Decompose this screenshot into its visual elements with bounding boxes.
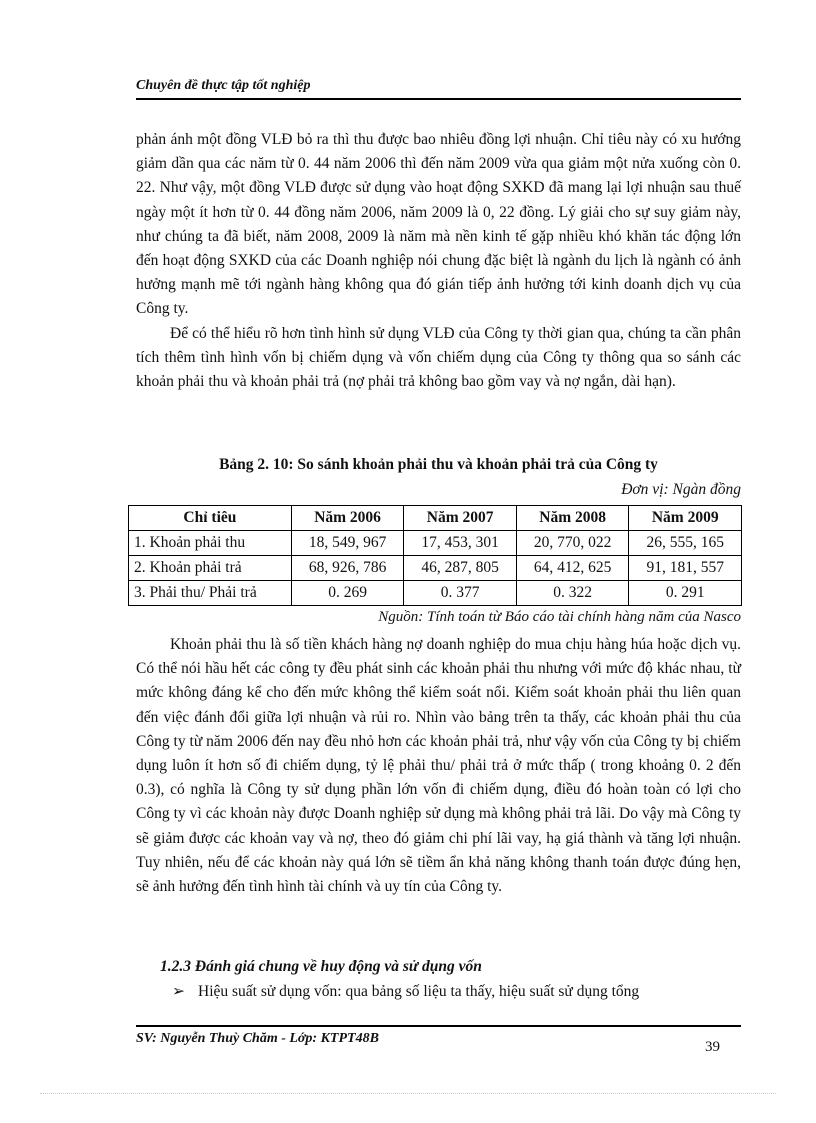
running-header: Chuyên đề thực tập tốt nghiệp xyxy=(136,78,311,93)
paragraph: phản ánh một đồng VLĐ bỏ ra thì thu được bao nhiêu đồng lợi nhuận. Chỉ tiêu này có xu hướng giảm dần qua các năm từ 0. 44 năm 2006 thì đến năm 2009 vừa qua giảm một nửa xuống còn 0. 22. Như vậy, một đồng VLĐ được sử dụng vào hoạt động SXKD đã mang lại lợi nhuận sau thuế ngày một ít hơn từ 0. 44 đồng năm 2006, năm 2009 là 0, 22 đồng. Lý giải cho sự suy giảm này, như chúng ta đã biết, năm 2008, 2009 là năm mà nền kinh tế gặp nhiều khó khăn tác động lớn đến hoạt động SXKD của các Doanh nghiệp nói chung đặc biệt là ngành du lịch là ngành có ảnh hưởng mạnh mẽ tới ngành hàng không qua đó gián tiếp ảnh hưởng tới kinh doanh dịch vụ của Công ty. xyxy=(136,131,741,318)
paragraph: Để có thể hiểu rõ hơn tình hình sử dụng VLĐ của Công ty thời gian qua, chúng ta cần phân tích thêm tình hình vốn bị chiếm dụng và vốn chiếm dụng của Công ty thông qua so sánh các khoản phải thu và khoản phải trả (nợ phải trả không bao gồm vay và nợ ngắn, dài hạn). xyxy=(136,324,741,391)
table-cell: 0. 322 xyxy=(516,581,629,606)
table-cell: 17, 453, 301 xyxy=(404,531,517,556)
row-label: 2. Khoản phải trả xyxy=(129,556,292,581)
page-number: 39 xyxy=(705,1039,720,1055)
page-edge-divider xyxy=(40,1093,776,1094)
table-row xyxy=(129,581,742,606)
footer-rule xyxy=(136,1025,741,1027)
table-cell: 64, 412, 625 xyxy=(516,556,629,581)
table-cell: 46, 287, 805 xyxy=(404,556,517,581)
paragraph: Khoản phải thu là số tiền khách hàng nợ doanh nghiệp do mua chịu hàng húa hoặc dịch vụ. Có thể nói hầu hết các công ty đều phát sinh các khoản phải thu nhưng với mức độ khác nhau, từ mức không đáng kể cho đến mức không thể kiểm soát nổi. Kiểm soát khoản phải thu liên quan đến việc đánh đổi giữa lợi nhuận và rủi ro. Nhìn vào bảng trên ta thấy, các khoản phải thu của Công ty từ năm 2006 đến nay đều nhỏ hơn các khoản phải trả, như vậy vốn của Công ty bị chiếm dụng luôn ít hơn số đi chiếm dụng, tỷ lệ phải thu/ phải trả ở mức thấp ( trong khoảng 0. 2 đến 0.3), có nghĩa là Công ty sử dụng phần lớn vốn đi chiếm dụng, điều đó hoàn toàn có lợi cho Công ty vì các khoản này được Doanh nghiệp sử dụng mà không phải trả lãi. Do vậy mà Công ty sẽ giảm được các khoản vay và nợ, theo đó giảm chi phí lãi vay, hạ giá thành và tăng lợi nhuận. Tuy nhiên, nếu để các khoản này quá lớn sẽ tiềm ẩn khả năng không thanh toán được đúng hẹn, sẽ ảnh hưởng đến tình hình tài chính và uy tín của Công ty. xyxy=(136,636,741,896)
comparison-table xyxy=(128,505,742,606)
column-header: Chỉ tiêu xyxy=(129,506,292,531)
row-label: 1. Khoản phải thu xyxy=(129,531,292,556)
table-cell: 0. 291 xyxy=(629,581,742,606)
column-header: Năm 2007 xyxy=(404,506,517,531)
table-caption: Bảng 2. 10: So sánh khoản phải thu và khoản phải trả của Công ty xyxy=(219,456,658,473)
header-rule xyxy=(136,98,741,100)
section-heading: 1.2.3 Đánh giá chung về huy động và sử dụng vốn xyxy=(160,958,482,975)
column-header: Năm 2006 xyxy=(291,506,404,531)
table-row xyxy=(129,556,742,581)
table-cell: 91, 181, 557 xyxy=(629,556,742,581)
arrow-bullet-icon: ➢ xyxy=(172,983,185,1000)
table-header-row xyxy=(129,506,742,531)
footer-author: SV: Nguyễn Thuỳ Chăm - Lớp: KTPT48B xyxy=(136,1031,379,1046)
table-unit: Đơn vị: Ngàn đồng xyxy=(621,481,741,498)
table-row xyxy=(129,531,742,556)
bullet-item xyxy=(172,982,742,1001)
table-cell: 18, 549, 967 xyxy=(291,531,404,556)
table-cell: 0. 377 xyxy=(404,581,517,606)
column-header: Năm 2008 xyxy=(516,506,629,531)
column-header: Năm 2009 xyxy=(629,506,742,531)
table-cell: 20, 770, 022 xyxy=(516,531,629,556)
body-section-2 xyxy=(136,633,741,899)
table-source: Nguồn: Tính toán từ Báo cáo tài chính hàng năm của Nasco xyxy=(378,609,741,625)
bullet-text: Hiệu suất sử dụng vốn: qua bảng số liệu ta thấy, hiệu suất sử dụng tổng xyxy=(198,983,640,1000)
body-section-1 xyxy=(136,128,741,394)
row-label: 3. Phải thu/ Phải trả xyxy=(129,581,292,606)
table-cell: 26, 555, 165 xyxy=(629,531,742,556)
table-cell: 68, 926, 786 xyxy=(291,556,404,581)
table-cell: 0. 269 xyxy=(291,581,404,606)
